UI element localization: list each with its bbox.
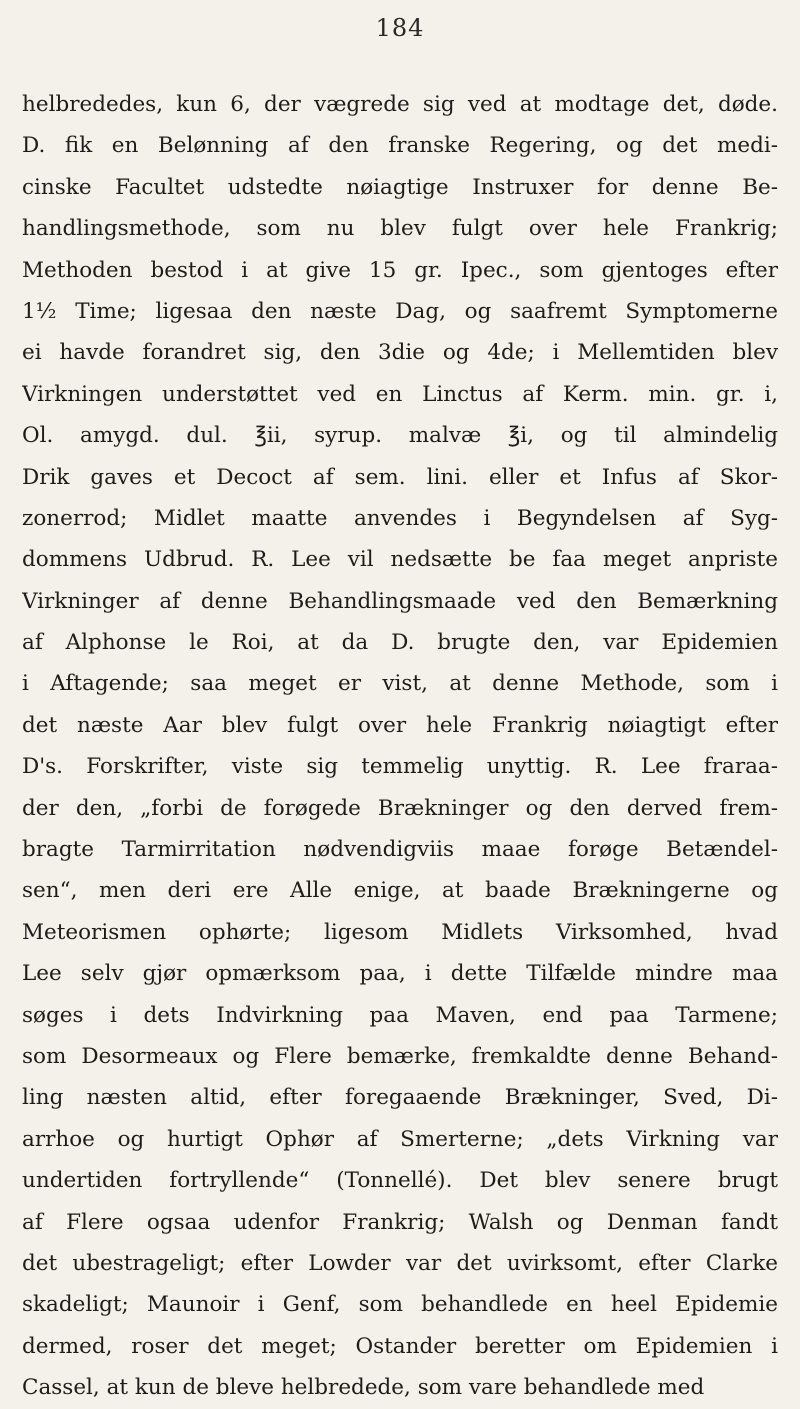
text-line: det næste Aar blev fulgt over hele Frankrig nøiagtigt efter xyxy=(22,712,778,738)
text-line: D's. Forskrifter, viste sig temmelig unyttig. R. Lee fraraa- xyxy=(22,754,778,780)
page-number: 184 xyxy=(375,14,425,42)
text-line: i Aftagende; saa meget er vist, at denne Methode, som i xyxy=(22,671,778,697)
text-line: ling næsten altid, efter foregaaende Brækninger, Sved, Di- xyxy=(22,1085,778,1111)
text-line: 1½ Time; ligesaa den næste Dag, og saafremt Symptomerne xyxy=(22,298,778,324)
text-line: skadeligt; Maunoir i Genf, som behandlede en heel Epidemie xyxy=(22,1292,778,1318)
text-line: undertiden fortryllende“ (Tonnellé). Det blev senere brugt xyxy=(22,1168,778,1194)
text-line: D. fik en Belønning af den franske Regering, og det medi- xyxy=(22,133,778,159)
text-line: zonerrod; Midlet maatte anvendes i Begyndelsen af Syg- xyxy=(22,505,778,531)
text-line: af Alphonse le Roi, at da D. brugte den, var Epidemien xyxy=(22,630,778,656)
text-line: Meteorismen ophørte; ligesom Midlets Virksomhed, hvad xyxy=(22,919,778,945)
text-line: ei havde forandret sig, den 3die og 4de; i Mellemtiden blev xyxy=(22,340,778,366)
text-line: det ubestrageligt; efter Lowder var det uvirksomt, efter Clarke xyxy=(22,1250,778,1276)
text-line: arrhoe og hurtigt Ophør af Smerterne; „dets Virkning var xyxy=(22,1126,778,1152)
text-line: dermed, roser det meget; Ostander beretter om Epidemien i xyxy=(22,1333,778,1359)
text-line: Drik gaves et Decoct af sem. lini. eller et Infus af Skor- xyxy=(22,464,778,490)
text-line: som Desormeaux og Flere bemærke, fremkaldte denne Behand- xyxy=(22,1043,778,1069)
text-line: dommens Udbrud. R. Lee vil nedsætte be faa meget anpriste xyxy=(22,547,778,573)
text-line: Lee selv gjør opmærksom paa, i dette Tilfælde mindre maa xyxy=(22,961,778,987)
text-line: der den, „forbi de forøgede Brækninger og den derved frem- xyxy=(22,795,778,821)
body-text xyxy=(22,84,778,1409)
text-line: Virkningen understøttet ved en Linctus af Kerm. min. gr. i, xyxy=(22,381,778,407)
text-line: af Flere ogsaa udenfor Frankrig; Walsh og Denman fandt xyxy=(22,1209,778,1235)
text-line: helbrededes, kun 6, der vægrede sig ved at modtage det, døde. xyxy=(22,92,778,117)
text-line: bragte Tarmirritation nødvendigviis maae forøge Betændel- xyxy=(22,837,778,863)
text-line: sen“, men deri ere Alle enige, at baade Brækningerne og xyxy=(22,878,778,904)
text-line: Methoden bestod i at give 15 gr. Ipec., som gjentoges efter xyxy=(22,257,778,283)
text-line: søges i dets Indvirkning paa Maven, end paa Tarmene; xyxy=(22,1002,778,1028)
text-line: cinske Facultet udstedte nøiagtige Instruxer for denne Be- xyxy=(22,174,778,200)
text-line: Cassel, at kun de bleve helbredede, som vare behandlede med xyxy=(22,1375,705,1401)
text-line: Ol. amygd. dul. ℥ii, syrup. malvæ ℥i, og til almindelig xyxy=(22,423,778,449)
text-line: handlingsmethode, som nu blev fulgt over hele Frankrig; xyxy=(22,216,778,242)
text-line: Virkninger af denne Behandlingsmaade ved den Bemærkning xyxy=(22,588,778,614)
